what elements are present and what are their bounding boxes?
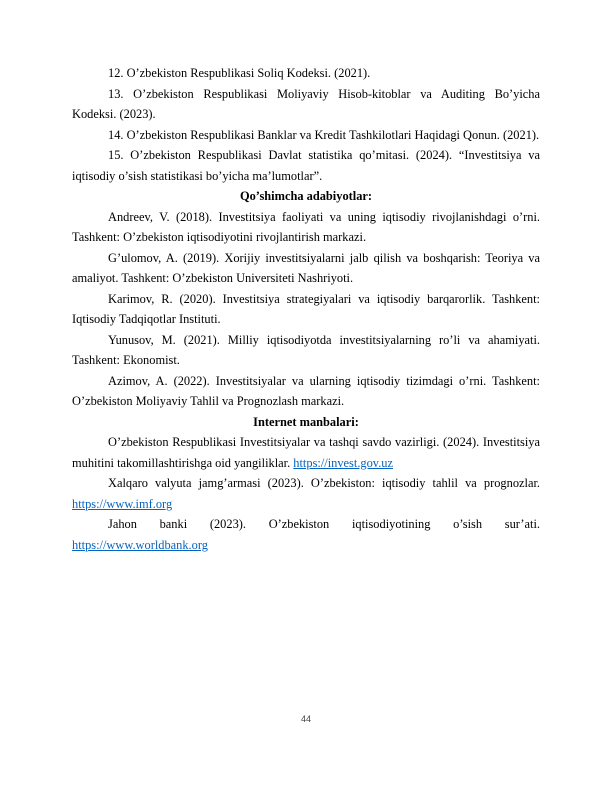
worldbank-link[interactable]: https://www.worldbank.org bbox=[72, 537, 208, 552]
reference-andreev: Andreev, V. (2018). Investitsiya faoliyati va uning iqtisodiy rivojlanishdagi o’rni. Tashkent: O’zbekiston iqtisodiyotini rivojlantirish markazi. bbox=[72, 209, 540, 244]
reference-yunusov: Yunusov, M. (2021). Milliy iqtisodiyotda investitsiyalarning ro’li va ahamiyati. Tashkent: Ekonomist. bbox=[72, 332, 540, 367]
reference-azimov: Azimov, A. (2022). Investitsiyalar va ularning iqtisodiy tizimdagi o’rni. Tashkent: O’zbekiston Moliyaviy Tahlil va Prognozlash markazi. bbox=[72, 373, 540, 408]
reference-12: 12. O’zbekiston Respublikasi Soliq Kodeksi. (2021). bbox=[108, 66, 371, 80]
web-source-invest bbox=[72, 432, 540, 473]
imf-link[interactable]: https://www.imf.org bbox=[72, 496, 173, 511]
reference-14: 14. O’zbekiston Respublikasi Banklar va Kredit Tashkilotlari Haqidagi Qonun. (2021). bbox=[108, 127, 540, 142]
web-source-imf bbox=[72, 473, 540, 514]
reference-13: 13. O’zbekiston Respublikasi Moliyaviy Hisob-kitoblar va Auditing Bo’yicha Kodeksi. (2023). bbox=[72, 86, 540, 121]
reference-karimov: Karimov, R. (2020). Investitsiya strategiyalari va iqtisodiy barqarorlik. Tashkent: Iqtisodiy Tadqiqotlar Instituti. bbox=[72, 291, 540, 326]
reference-gulomov: G’ulomov, A. (2019). Xorijiy investitsiyalarni jalb qilish va boshqarish: Teoriya va amaliyot. Tashkent: O’zbekiston Universiteti Nashriyoti. bbox=[72, 250, 540, 285]
additional-literature-heading: Qo’shimcha adabiyotlar: bbox=[239, 189, 373, 203]
web-source-imf-text: Xalqaro valyuta jamg’armasi (2023). O’zbekiston: iqtisodiy tahlil va prognozlar. bbox=[108, 476, 540, 490]
document-page bbox=[72, 63, 540, 555]
page-number: 44 bbox=[300, 714, 311, 724]
web-source-invest-text: O’zbekiston Respublikasi Investitsiyalar va tashqi savdo vazirligi. (2024). Investitsiya muhitini takomillashtirishga oid yangiliklar. bbox=[72, 435, 540, 470]
invest-gov-link[interactable]: https://invest.gov.uz bbox=[293, 455, 393, 470]
web-source-worldbank bbox=[72, 514, 540, 555]
internet-sources-heading: Internet manbalari: bbox=[253, 414, 359, 429]
reference-15: 15. O’zbekiston Respublikasi Davlat statistika qo’mitasi. (2024). “Investitsiya va iqtisodiy o’sish statistikasi bo’yicha ma’lumotlar”. bbox=[72, 148, 540, 183]
web-source-worldbank-text: Jahon banki (2023). O’zbekiston iqtisodiyotining o’sish sur’ati. bbox=[108, 517, 540, 531]
